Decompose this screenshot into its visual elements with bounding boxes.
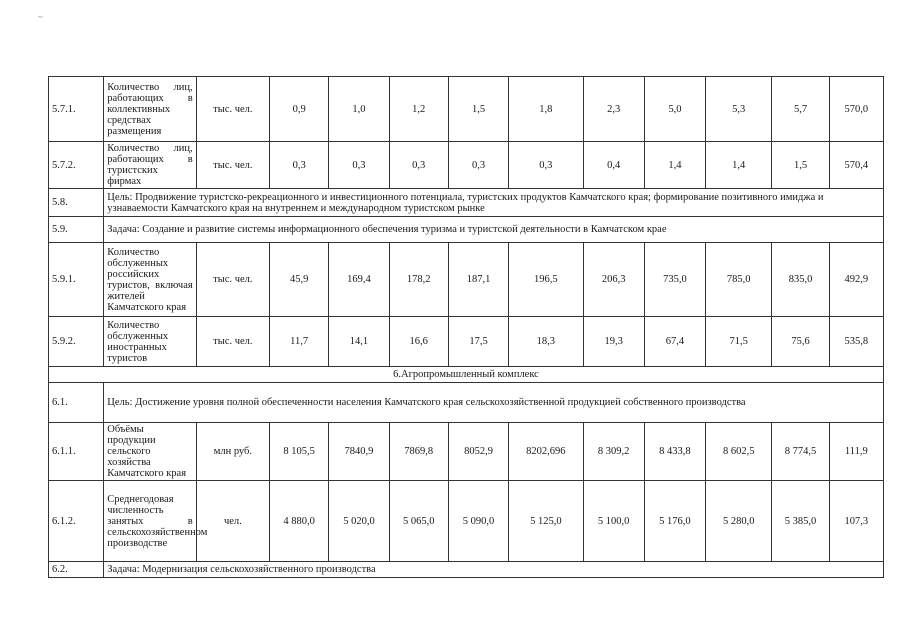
table-row xyxy=(49,189,884,217)
value-cell: 1,4 xyxy=(706,142,772,189)
row-code: 6.1. xyxy=(49,383,104,423)
value-cell: 8 602,5 xyxy=(706,423,772,481)
goal-text: Задача: Создание и развитие системы информационного обеспечения туризма и туристской деятельности в Камчатском крае xyxy=(104,217,884,243)
value-cell: 0,3 xyxy=(389,142,448,189)
row-code: 6.1.2. xyxy=(49,481,104,562)
value-cell: 8 774,5 xyxy=(772,423,829,481)
value-cell: 75,6 xyxy=(772,317,829,367)
value-cell: 7840,9 xyxy=(329,423,389,481)
value-cell: 0,3 xyxy=(329,142,389,189)
value-cell: 5,0 xyxy=(644,77,705,142)
value-cell: 1,4 xyxy=(644,142,705,189)
value-cell: 45,9 xyxy=(270,243,329,317)
value-cell: 8052,9 xyxy=(448,423,508,481)
value-cell: 17,5 xyxy=(448,317,508,367)
value-cell: 1,5 xyxy=(772,142,829,189)
value-cell: 8202,696 xyxy=(509,423,583,481)
table-row xyxy=(49,142,884,189)
value-cell: 735,0 xyxy=(644,243,705,317)
unit-cell: млн руб. xyxy=(196,423,269,481)
table-row xyxy=(49,383,884,423)
value-cell: 5,7 xyxy=(772,77,829,142)
value-cell: 11,7 xyxy=(270,317,329,367)
goal-text: Цель: Достижение уровня полной обеспеченности населения Камчатского края сельскохозяйственной продукцией собственного производства xyxy=(104,383,884,423)
table-row xyxy=(49,317,884,367)
value-cell: 5,3 xyxy=(706,77,772,142)
goal-text: Цель: Продвижение туристско-рекреационного и инвестиционного потенциала, туристских продуктов Камчатского края; формирование позитивного имиджа и узнаваемости Камчатского края на внутреннем и международном туристском рынке xyxy=(104,189,884,217)
value-cell: 7869,8 xyxy=(389,423,448,481)
value-cell: 535,8 xyxy=(829,317,883,367)
row-code: 5.9. xyxy=(49,217,104,243)
value-cell: 5 280,0 xyxy=(706,481,772,562)
value-cell: 0,3 xyxy=(448,142,508,189)
value-cell: 4 880,0 xyxy=(270,481,329,562)
value-cell: 835,0 xyxy=(772,243,829,317)
value-cell: 0,4 xyxy=(583,142,644,189)
unit-cell: тыс. чел. xyxy=(196,77,269,142)
row-code: 5.7.2. xyxy=(49,142,104,189)
unit-cell: тыс. чел. xyxy=(196,317,269,367)
table-row xyxy=(49,423,884,481)
indicator-name: Количество лиц, работающих в туристских фирмах xyxy=(104,142,196,189)
goal-text: Задача: Модернизация сельскохозяйственного производства xyxy=(104,562,884,578)
table-row xyxy=(49,367,884,383)
value-cell: 570,4 xyxy=(829,142,883,189)
table-row xyxy=(49,481,884,562)
value-cell: 19,3 xyxy=(583,317,644,367)
value-cell: 18,3 xyxy=(509,317,583,367)
value-cell: 1,2 xyxy=(389,77,448,142)
row-code: 5.7.1. xyxy=(49,77,104,142)
value-cell: 785,0 xyxy=(706,243,772,317)
value-cell: 5 100,0 xyxy=(583,481,644,562)
value-cell: 5 385,0 xyxy=(772,481,829,562)
value-cell: 2,3 xyxy=(583,77,644,142)
value-cell: 16,6 xyxy=(389,317,448,367)
value-cell: 187,1 xyxy=(448,243,508,317)
indicator-name: Объёмы продукции сельского хозяйства Камчатского края xyxy=(104,423,196,481)
value-cell: 107,3 xyxy=(829,481,883,562)
indicator-name: Количество лиц, работающих в коллективных средствах размещения xyxy=(104,77,196,142)
value-cell: 570,0 xyxy=(829,77,883,142)
table-row xyxy=(49,77,884,142)
table-row xyxy=(49,217,884,243)
value-cell: 8 433,8 xyxy=(644,423,705,481)
section-heading: 6.Агропромышленный комплекс xyxy=(49,367,884,383)
value-cell: 14,1 xyxy=(329,317,389,367)
row-code: 6.1.1. xyxy=(49,423,104,481)
table-row xyxy=(49,562,884,578)
value-cell: 8 105,5 xyxy=(270,423,329,481)
value-cell: 178,2 xyxy=(389,243,448,317)
unit-cell: тыс. чел. xyxy=(196,142,269,189)
indicators-table xyxy=(48,76,884,578)
value-cell: 206,3 xyxy=(583,243,644,317)
value-cell: 71,5 xyxy=(706,317,772,367)
value-cell: 0,3 xyxy=(270,142,329,189)
indicator-name: Количество обслуженных иностранных туристов xyxy=(104,317,196,367)
value-cell: 1,8 xyxy=(509,77,583,142)
value-cell: 1,5 xyxy=(448,77,508,142)
indicator-name: Среднегодовая численность занятых в сельскохозяйственном производстве xyxy=(104,481,196,562)
page-mark: ~ xyxy=(38,12,43,22)
value-cell: 169,4 xyxy=(329,243,389,317)
value-cell: 0,9 xyxy=(270,77,329,142)
value-cell: 492,9 xyxy=(829,243,883,317)
table-row xyxy=(49,243,884,317)
unit-cell: тыс. чел. xyxy=(196,243,269,317)
row-code: 5.9.1. xyxy=(49,243,104,317)
value-cell: 0,3 xyxy=(509,142,583,189)
value-cell: 196,5 xyxy=(509,243,583,317)
value-cell: 1,0 xyxy=(329,77,389,142)
indicator-name: Количество обслуженных российских туристов, включая жителей Камчатского края xyxy=(104,243,196,317)
row-code: 5.9.2. xyxy=(49,317,104,367)
row-code: 6.2. xyxy=(49,562,104,578)
unit-cell: чел. xyxy=(196,481,269,562)
value-cell: 111,9 xyxy=(829,423,883,481)
value-cell: 5 176,0 xyxy=(644,481,705,562)
value-cell: 8 309,2 xyxy=(583,423,644,481)
value-cell: 67,4 xyxy=(644,317,705,367)
value-cell: 5 020,0 xyxy=(329,481,389,562)
value-cell: 5 090,0 xyxy=(448,481,508,562)
row-code: 5.8. xyxy=(49,189,104,217)
value-cell: 5 065,0 xyxy=(389,481,448,562)
value-cell: 5 125,0 xyxy=(509,481,583,562)
